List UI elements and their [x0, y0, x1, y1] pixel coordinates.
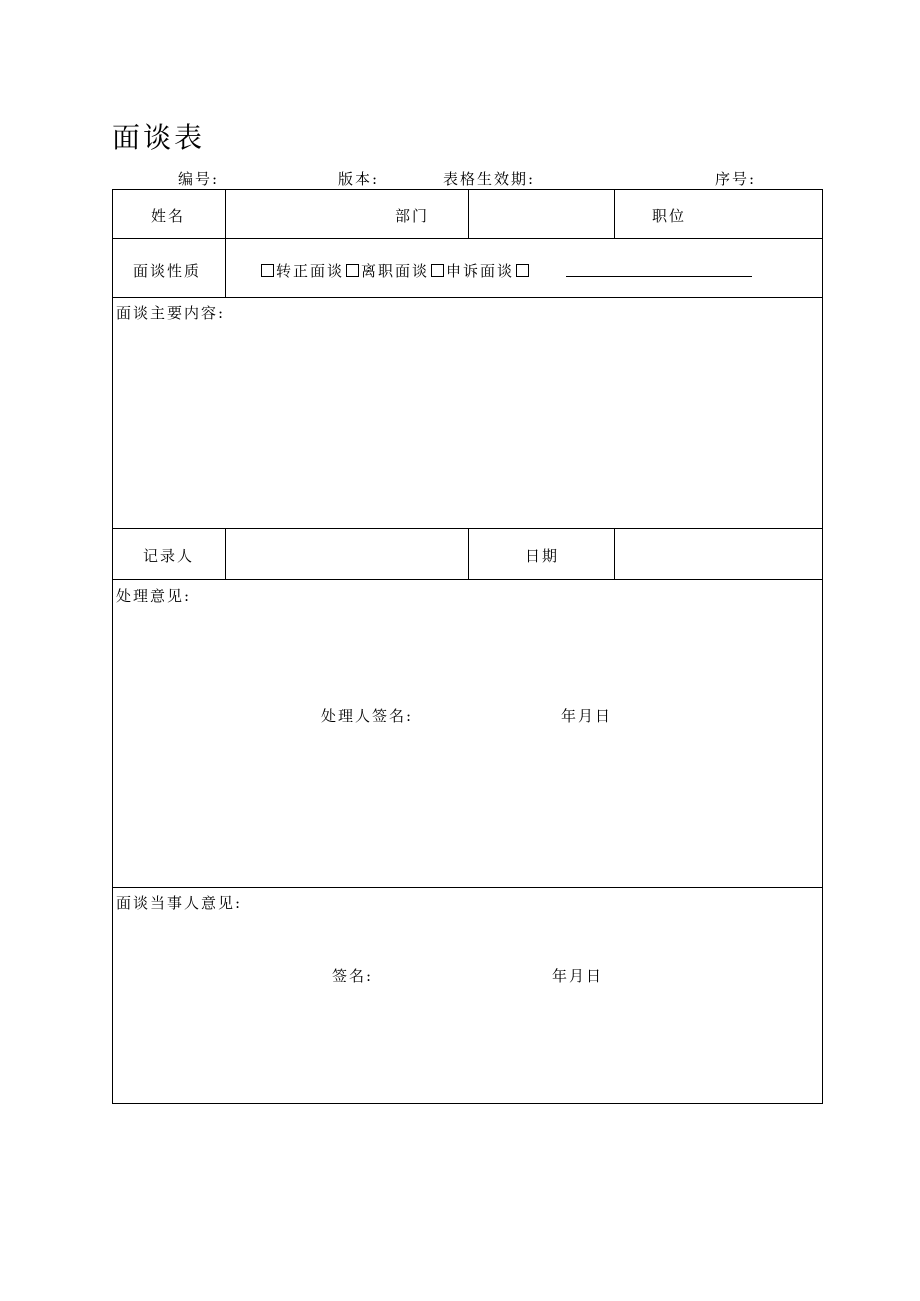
party-signature-label: 签名:: [332, 967, 374, 985]
effective-date-label: 表格生效期:: [443, 170, 536, 188]
main-content-field[interactable]: [116, 326, 819, 524]
position-field[interactable]: [616, 191, 821, 237]
probation-checkbox[interactable]: [261, 264, 274, 277]
date-field[interactable]: [616, 530, 821, 577]
serial-label: 序号:: [715, 170, 757, 188]
name-label: 姓名: [151, 207, 186, 225]
handler-signature-label: 处理人签名:: [321, 707, 414, 725]
probation-option-label: 转正面谈: [276, 262, 345, 280]
resignation-checkbox[interactable]: [346, 264, 359, 277]
cell-divider: [468, 528, 469, 579]
cell-divider: [614, 528, 615, 579]
other-nature-fill-line[interactable]: [566, 276, 752, 277]
row-divider: [113, 887, 822, 888]
recorder-label: 记录人: [143, 547, 195, 565]
interview-nature-options: [261, 260, 531, 281]
cell-divider: [225, 190, 226, 238]
interview-nature-label: 面谈性质: [133, 262, 202, 280]
row-divider: [113, 238, 822, 239]
party-opinion-label: 面谈当事人意见:: [116, 894, 243, 912]
party-date-text: 年月日: [552, 967, 604, 985]
interview-form-table: [112, 189, 823, 1104]
form-title: 面谈表: [112, 121, 206, 154]
name-field[interactable]: [227, 191, 465, 237]
handling-opinion-label: 处理意见:: [116, 587, 192, 605]
row-divider: [113, 297, 822, 298]
cell-divider: [614, 190, 615, 238]
cell-divider: [468, 190, 469, 238]
cell-divider: [225, 238, 226, 297]
appeal-checkbox[interactable]: [431, 264, 444, 277]
other-checkbox[interactable]: [516, 264, 529, 277]
cell-divider: [225, 528, 226, 579]
handler-date-text: 年月日: [561, 707, 613, 725]
department-field[interactable]: [470, 191, 612, 237]
resignation-option-label: 离职面谈: [361, 262, 430, 280]
position-label: 职位: [652, 207, 687, 225]
main-content-label: 面谈主要内容:: [116, 304, 226, 322]
date-label: 日期: [525, 547, 560, 565]
version-label: 版本:: [338, 170, 380, 188]
appeal-option-label: 申诉面谈: [446, 262, 515, 280]
row-divider: [113, 579, 822, 580]
number-label: 编号:: [178, 170, 220, 188]
department-label: 部门: [395, 207, 430, 225]
recorder-field[interactable]: [227, 530, 465, 577]
